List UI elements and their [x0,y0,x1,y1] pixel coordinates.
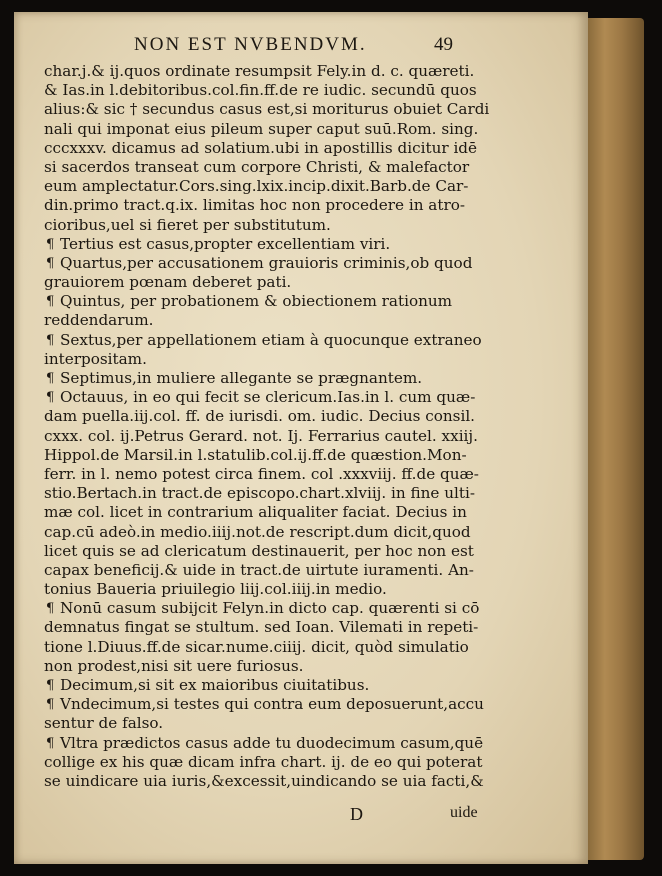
paragraph-start-line: ¶ Decimum,si sit ex maioribus ciuitatibus. [44,676,564,695]
paragraph-start-line: ¶ Quartus,per accusationem grauioris criminis,ob quod [44,254,564,273]
text-line: & Ias.in l.debitoribus.col.fin.ff.de re iudic. secundū quos [44,81,477,100]
paragraph-start-line: ¶ Septimus,in muliere allegante se prægnantem. [44,369,564,388]
text-line: cxxx. col. ij.Petrus Gerard. not. Ij. Ferrarius cautel. xxiij. [44,426,478,445]
text-line: Hippol.de Marsil.in l.statulib.col.ij.ff.de quæstion.Mon- [44,445,467,464]
text-line: capax beneficij.& uide in tract.de uirtute iuramenti. An- [44,560,474,579]
paragraph-start-line: ¶ Sextus,per appellationem etiam à quocunque extraneo [44,331,564,350]
text-line: tonius Baueria priuilegio liij.col.iiij.in medio. [44,580,387,599]
text-line: cccxxxv. dicamus ad solatium.ubi in apostillis dicitur idē [44,138,478,157]
text-block [44,62,564,791]
paragraph-start-line: ¶ Octauus, in eo qui fecit se clericum.Ias.in l. cum quæ- [44,388,564,407]
text-line: din.primo tract.q.ix. limitas hoc non procedere in atro- [44,196,465,215]
paragraph-start-line: ¶ Vndecimum,si testes qui contra eum deposuerunt,accu [44,695,564,714]
text-line: tione l.Diuus.ff.de sicar.nume.ciiij. dicit, quòd simulatio [44,637,469,656]
folio-number: 49 [434,34,453,55]
text-line: demnatus fingat se stultum. sed Ioan. Vilemati in repeti- [44,618,479,637]
catchword-row [14,804,588,828]
text-line: licet quis se ad clericatum destinauerit, per hoc non est [44,541,474,560]
text-line: char.j.& ij.quos ordinate resumpsit Fely.in d. c. quæreti. [44,62,475,80]
text-line: stio.Bertach.in tract.de episcopo.chart.xlviij. in fine ulti- [44,484,475,503]
text-line: se uindicare uia iuris,&excessit,uindicando se uia facti,& [44,771,484,790]
paragraph-start-line: ¶ Nonū casum subijcit Felyn.in dicto cap. quærenti si cō [44,599,564,618]
text-line: collige ex his quæ dicam infra chart. ij. de eo qui poterat [44,752,483,771]
paragraph-start-line: ¶ Tertius est casus,propter excellentiam viri. [44,235,564,254]
text-line: si sacerdos transeat cum corpore Christi, & malefactor [44,157,470,176]
text-line: cioribus,uel si fieret per substitutum. [44,215,331,234]
running-head [14,34,588,60]
paragraph-start-line: ¶ Vltra prædictos casus adde tu duodecimum casum,quē [44,734,564,753]
text-line: sentur de falso. [44,714,164,733]
text-line: dam puella.iij.col. ff. de iurisdi. om. iudic. Decius consil. [44,407,476,426]
book-fore-edge [588,18,644,860]
text-line: grauiorem pœnam deberet pati. [44,273,292,292]
signature-mark: D [350,804,363,824]
text-line: alius:& sic † secundus casus est,si moriturus obuiet Cardi [44,100,490,119]
text-line: ferr. in l. nemo potest circa finem. col .xxxviij. ff.de quæ- [44,464,479,483]
text-line: reddendarum. [44,311,154,330]
text-line: eum amplectatur.Cors.sing.lxix.incip.dixit.Barb.de Car- [44,177,469,196]
text-line: nali qui imponat eius pileum super caput suū.Rom. sing. [44,119,479,138]
page-leaf [14,12,588,864]
text-line: interpositam. [44,349,147,368]
running-title: NON EST NVBENDVM. [134,34,367,55]
text-line: cap.cū adeò.in medio.iiij.not.de rescript.dum dicit,quod [44,522,471,541]
paragraph-start-line: ¶ Quintus, per probationem & obiectionem rationum [44,292,564,311]
text-line: non prodest,nisi sit uere furiosus. [44,656,304,675]
catchword: uide [450,804,478,821]
text-line: mæ col. licet in contrarium aliqualiter faciat. Decius in [44,503,467,522]
